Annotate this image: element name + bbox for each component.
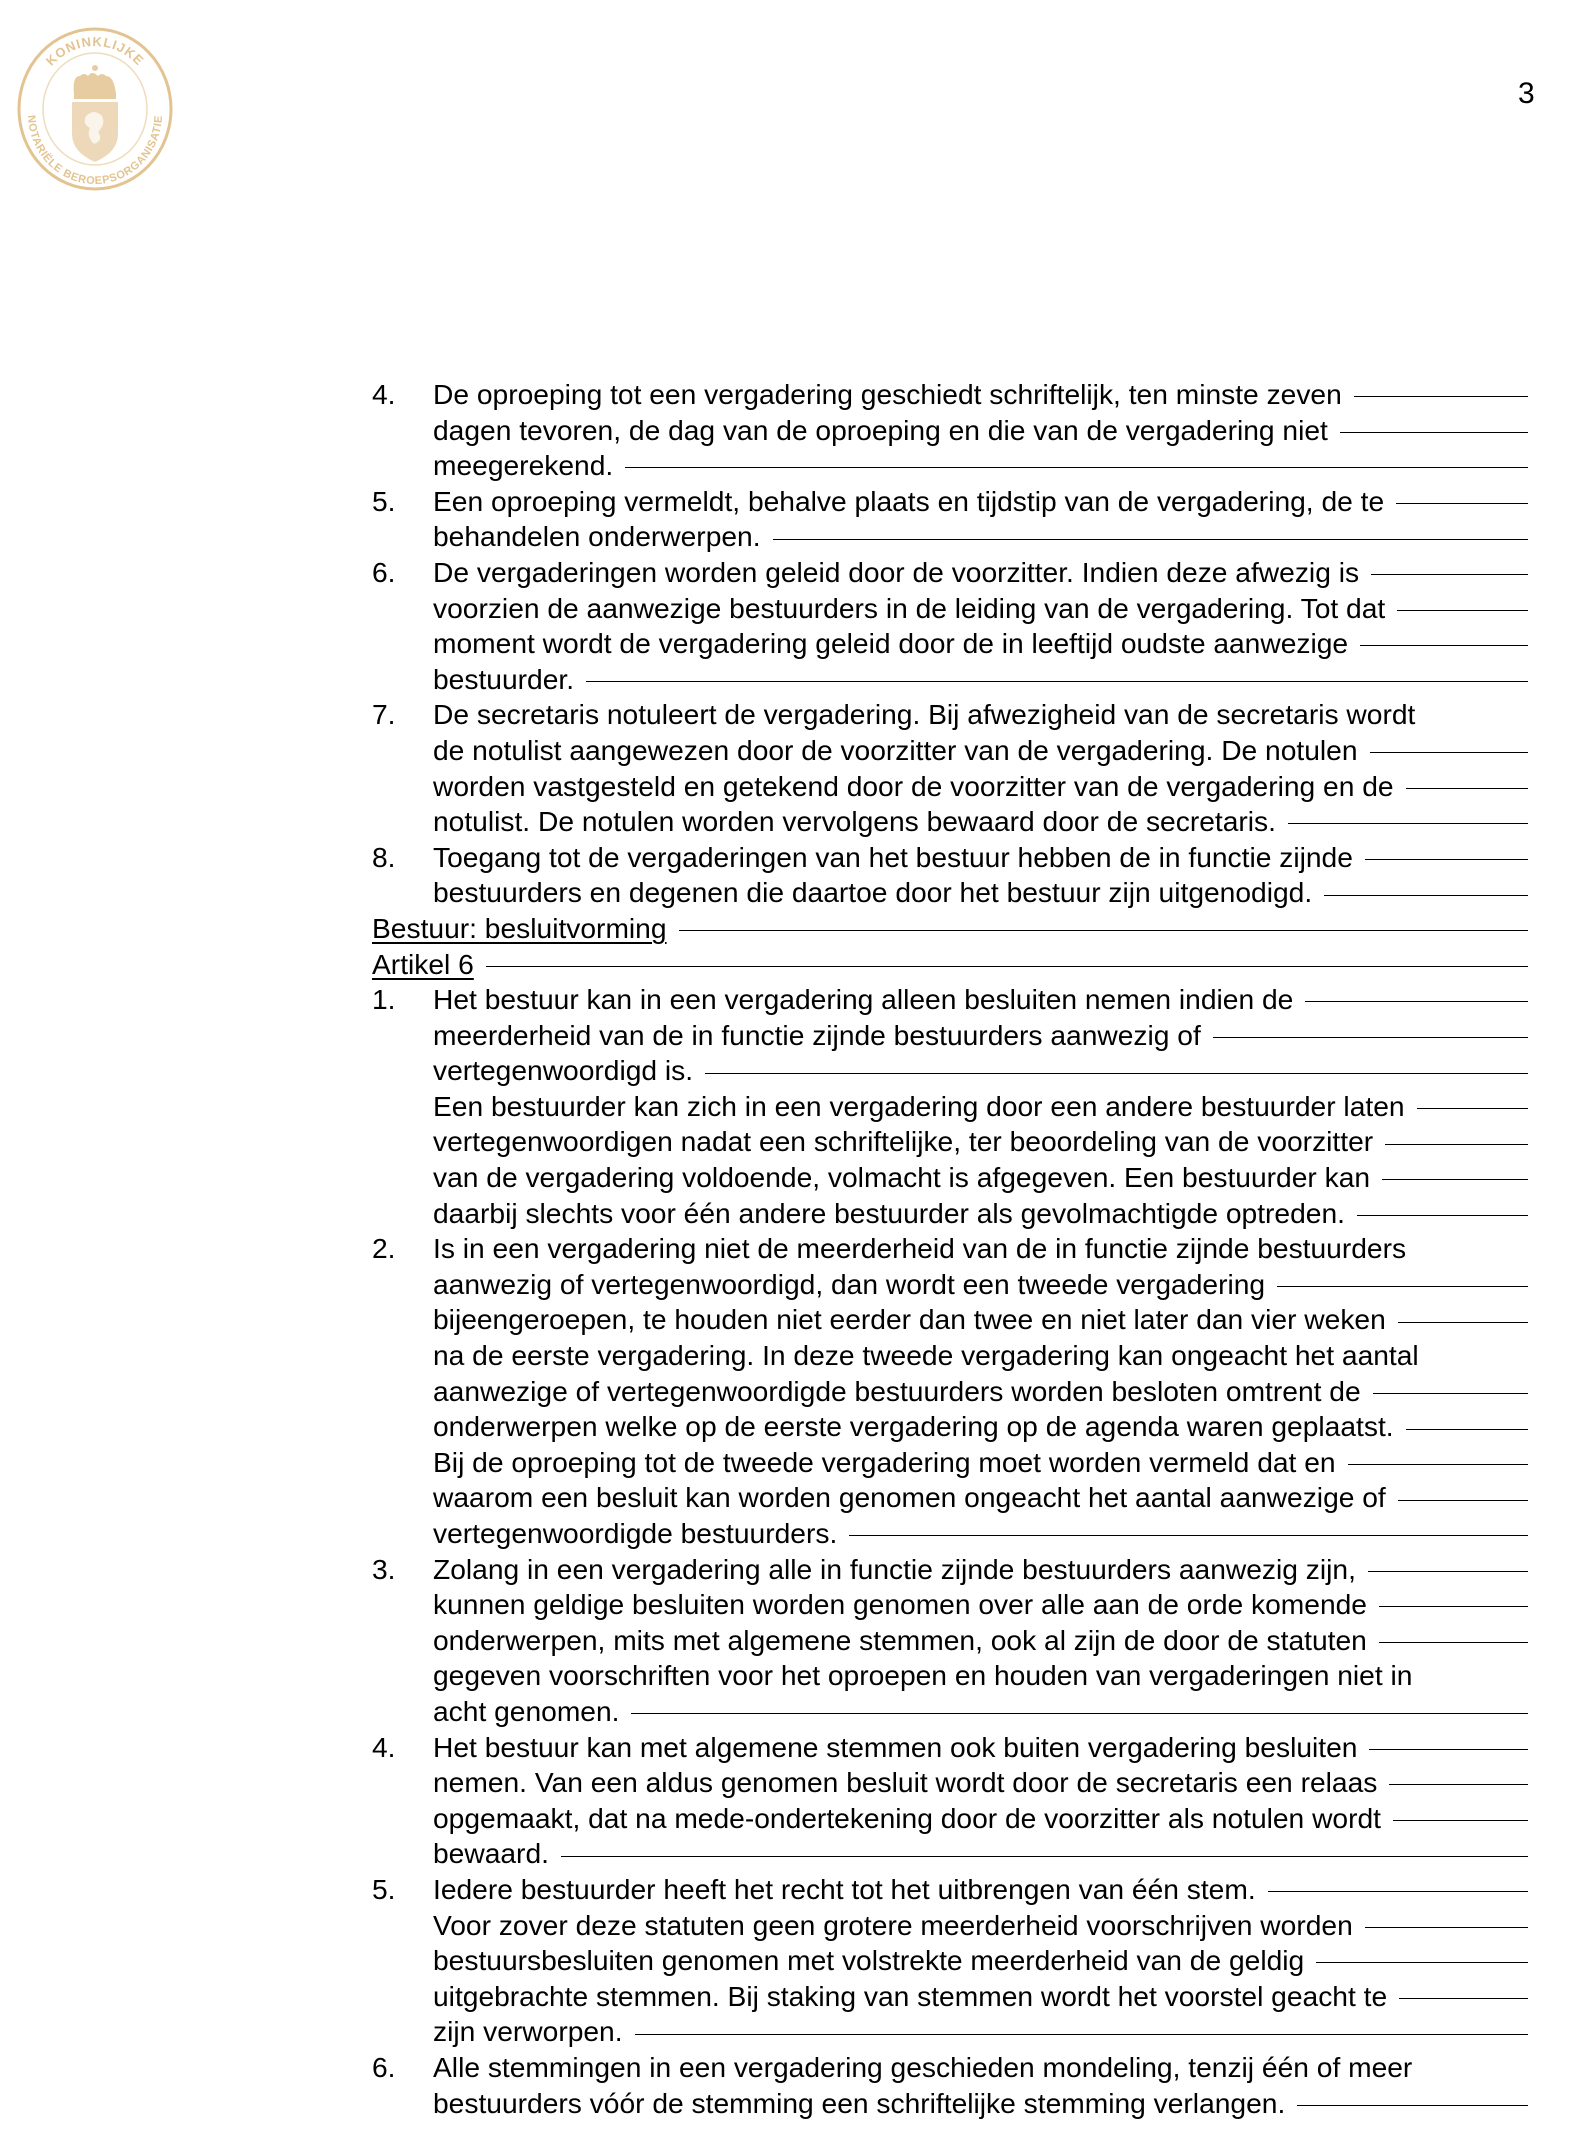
- line-filler-dash: [1373, 1393, 1528, 1394]
- list-item-start: [372, 484, 1528, 520]
- list-item-line: [372, 1587, 1528, 1623]
- notary-seal-icon: [14, 24, 176, 194]
- paragraph-text: moment wordt de vergadering geleid door de in leeftijd oudste aanwezige: [433, 627, 1349, 660]
- list-item-start: [372, 1730, 1528, 1766]
- list-item-line: [372, 1089, 1528, 1125]
- line-filler-dash: [1354, 396, 1528, 397]
- list-item-start: [372, 2050, 1528, 2086]
- list-item-start: [372, 555, 1528, 591]
- line-filler-dash: [1406, 1429, 1528, 1430]
- list-item-line: [372, 1053, 1528, 1089]
- paragraph-text: Toegang tot de vergaderingen van het bestuur hebben de in functie zijnde: [433, 840, 1353, 873]
- list-item-line: [372, 1409, 1528, 1445]
- list-item-start: [372, 1872, 1528, 1908]
- page-number: 3: [1518, 77, 1535, 110]
- list-number: 4.: [372, 378, 396, 410]
- paragraph-text: bestuurder.: [433, 662, 575, 695]
- list-item-line: [372, 1338, 1528, 1374]
- list-item-start: [372, 1231, 1528, 1267]
- svg-text:NOTARIËLE BEROEPSORGANISATIE: NOTARIËLE BEROEPSORGANISATIE: [24, 114, 166, 188]
- paragraph-text: Alle stemmingen in een vergadering geschieden mondeling, tenzij één of meer: [433, 2050, 1413, 2083]
- list-number: 4.: [372, 1730, 396, 1763]
- paragraph-text: kunnen geldige besluiten worden genomen over alle aan de orde komende: [433, 1588, 1367, 1621]
- line-filler-dash: [1365, 1927, 1528, 1928]
- paragraph-text: nemen. Van een aldus genomen besluit wordt door de secretaris een relaas: [433, 1766, 1378, 1799]
- line-filler-dash: [1379, 1642, 1528, 1643]
- list-number: 5.: [372, 484, 396, 517]
- paragraph-text: de notulist aangewezen door de voorzitter van de vergadering. De notulen: [433, 733, 1358, 766]
- paragraph-text: bijeengeroepen, te houden niet eerder dan twee en niet later dan vier weken: [433, 1303, 1386, 1336]
- paragraph-text: bestuursbesluiten genomen met volstrekte meerderheid van de geldig: [433, 1944, 1305, 1977]
- list-item-line: [372, 1623, 1528, 1659]
- paragraph-text: Het bestuur kan in een vergadering alleen besluiten nemen indien de: [433, 983, 1294, 1016]
- list-item-line: [372, 2086, 1528, 2122]
- list-number: 3.: [372, 1552, 396, 1585]
- heading-text: Bestuur: besluitvorming: [372, 911, 667, 944]
- line-filler-dash: [1297, 2105, 1528, 2106]
- line-filler-dash: [1389, 1784, 1528, 1785]
- document-body: [372, 377, 1528, 2121]
- list-item-line: [372, 519, 1528, 555]
- paragraph-text: gegeven voorschriften voor het oproepen en houden van vergaderingen niet in: [433, 1659, 1413, 1692]
- list-number: 7.: [372, 698, 396, 731]
- line-filler-dash: [1305, 1001, 1528, 1002]
- list-item-line: [372, 1979, 1528, 2015]
- line-filler-dash: [631, 1713, 1528, 1714]
- line-filler-dash: [1399, 1998, 1528, 1999]
- paragraph-text: behandelen onderwerpen.: [433, 520, 761, 553]
- list-item-line: [372, 1765, 1528, 1801]
- list-item-line: [372, 1658, 1528, 1694]
- paragraph-text: aanwezig of vertegenwoordigd, dan wordt een tweede vergadering: [433, 1267, 1266, 1300]
- line-filler-dash: [1393, 1820, 1528, 1821]
- paragraph-text: Bij de oproeping tot de tweede vergadering moet worden vermeld dat en: [433, 1445, 1336, 1478]
- line-filler-dash: [1340, 432, 1528, 433]
- list-item-line: [372, 1018, 1528, 1054]
- paragraph-text: De vergaderingen worden geleid door de voorzitter. Indien deze afwezig is: [433, 555, 1360, 588]
- line-filler-dash: [561, 1856, 1528, 1857]
- list-item-line: [372, 591, 1528, 627]
- list-number: 6.: [372, 2050, 396, 2083]
- paragraph-text: Is in een vergadering niet de meerderheid van de in functie zijnde bestuurders: [433, 1232, 1407, 1265]
- line-filler-dash: [1369, 1749, 1528, 1750]
- paragraph-text: bewaard.: [433, 1837, 549, 1870]
- paragraph-text: bestuurders en degenen die daartoe door het bestuur zijn uitgenodigd.: [433, 876, 1313, 909]
- line-filler-dash: [635, 2034, 1528, 2035]
- line-filler-dash: [1213, 1037, 1528, 1038]
- paragraph-text: zijn verworpen.: [433, 2015, 623, 2048]
- line-filler-dash: [486, 966, 1528, 967]
- paragraph-text: vertegenwoordigd is.: [433, 1054, 694, 1087]
- paragraph-text: notulist. De notulen worden vervolgens bewaard door de secretaris.: [433, 805, 1276, 838]
- svg-text:KONINKLIJKE: KONINKLIJKE: [42, 33, 148, 69]
- paragraph-text: voorzien de aanwezige bestuurders in de leiding van de vergadering. Tot dat: [433, 591, 1386, 624]
- list-item-line: [372, 1196, 1528, 1232]
- paragraph-text: meegerekend.: [433, 449, 614, 482]
- line-filler-dash: [773, 539, 1528, 540]
- line-filler-dash: [1382, 1179, 1528, 1180]
- line-filler-dash: [1396, 503, 1528, 504]
- paragraph-text: Iedere bestuurder heeft het recht tot het uitbrengen van één stem.: [433, 1872, 1256, 1905]
- paragraph-text: worden vastgesteld en getekend door de voorzitter van de vergadering en de: [433, 769, 1394, 802]
- paragraph-text: bestuurders vóór de stemming een schriftelijke stemming verlangen.: [433, 2086, 1286, 2119]
- paragraph-text: Het bestuur kan met algemene stemmen ook buiten vergadering besluiten: [433, 1730, 1358, 1763]
- paragraph-text: opgemaakt, dat na mede-ondertekening door de voorzitter als notulen wordt: [433, 1801, 1381, 1834]
- paragraph-text: dagen tevoren, de dag van de oproeping en die van de vergadering niet: [433, 413, 1328, 446]
- list-number: 6.: [372, 555, 396, 588]
- paragraph-text: daarbij slechts voor één andere bestuurder als gevolmachtigde optreden.: [433, 1196, 1345, 1229]
- list-number: 8.: [372, 840, 396, 873]
- list-item-line: [372, 1516, 1528, 1552]
- paragraph-text: van de vergadering voldoende, volmacht is afgegeven. Een bestuurder kan: [433, 1161, 1371, 1194]
- list-item-line: [372, 662, 1528, 698]
- paragraph-text: na de eerste vergadering. In deze tweede vergadering kan ongeacht het aantal: [433, 1339, 1419, 1372]
- paragraph-text: onderwerpen welke op de eerste vergadering op de agenda waren geplaatst.: [433, 1410, 1394, 1443]
- line-filler-dash: [1365, 859, 1528, 860]
- paragraph-text: waarom een besluit kan worden genomen ongeacht het aantal aanwezige of: [433, 1481, 1386, 1514]
- list-item-start: [372, 982, 1528, 1018]
- list-item-line: [372, 413, 1528, 449]
- paragraph-text: De oproeping tot een vergadering geschiedt schriftelijk, ten minste zeven: [433, 378, 1342, 410]
- list-item-line: [372, 2014, 1528, 2050]
- line-filler-dash: [1398, 1322, 1528, 1323]
- list-item-line: [372, 1445, 1528, 1481]
- paragraph-text: vertegenwoordigde bestuurders.: [433, 1517, 838, 1549]
- line-filler-dash: [1368, 1571, 1528, 1572]
- line-filler-dash: [1398, 1500, 1528, 1501]
- line-filler-dash: [1397, 610, 1528, 611]
- paragraph-text: acht genomen.: [433, 1694, 620, 1727]
- list-number: 5.: [372, 1872, 396, 1905]
- list-item-line: [372, 1374, 1528, 1410]
- line-filler-dash: [586, 681, 1528, 682]
- line-filler-dash: [849, 1535, 1528, 1536]
- line-filler-dash: [1348, 1464, 1528, 1465]
- list-item-start: [372, 1552, 1528, 1588]
- paragraph-text: Een bestuurder kan zich in een vergadering door een andere bestuurder laten: [433, 1089, 1405, 1122]
- list-item-line: [372, 804, 1528, 840]
- line-filler-dash: [1360, 645, 1528, 646]
- line-filler-dash: [1277, 1286, 1528, 1287]
- list-item-start: [372, 697, 1528, 733]
- list-item-line: [372, 1480, 1528, 1516]
- paragraph-text: onderwerpen, mits met algemene stemmen, ook al zijn de door de statuten: [433, 1623, 1367, 1656]
- line-filler-dash: [1370, 752, 1528, 753]
- list-item-line: [372, 1908, 1528, 1944]
- list-item-line: [372, 733, 1528, 769]
- paragraph-text: Voor zover deze statuten geen grotere meerderheid voorschrijven worden: [433, 1908, 1353, 1941]
- list-item-line: [372, 1694, 1528, 1730]
- line-filler-dash: [679, 930, 1528, 931]
- list-number: 2.: [372, 1232, 396, 1265]
- heading-text: Artikel 6: [372, 947, 474, 980]
- line-filler-dash: [1385, 1144, 1528, 1145]
- line-filler-dash: [1371, 574, 1528, 575]
- list-item-line: [372, 1302, 1528, 1338]
- paragraph-text: aanwezige of vertegenwoordigde bestuurders worden besloten omtrent de: [433, 1374, 1361, 1407]
- list-item-line: [372, 1124, 1528, 1160]
- list-item-line: [372, 1160, 1528, 1196]
- paragraph-text: Een oproeping vermeldt, behalve plaats en tijdstip van de vergadering, de te: [433, 484, 1385, 517]
- list-number: 1.: [372, 983, 396, 1016]
- list-item-line: [372, 626, 1528, 662]
- line-filler-dash: [625, 467, 1528, 468]
- paragraph-text: meerderheid van de in functie zijnde bestuurders aanwezig of: [433, 1018, 1201, 1051]
- list-item-line: [372, 1801, 1528, 1837]
- list-item-start: [372, 377, 1528, 413]
- paragraph-text: Zolang in een vergadering alle in functie zijnde bestuurders aanwezig zijn,: [433, 1552, 1356, 1585]
- list-item-line: [372, 1943, 1528, 1979]
- paragraph-text: De secretaris notuleert de vergadering. Bij afwezigheid van de secretaris wordt: [433, 698, 1416, 731]
- line-filler-dash: [1316, 1962, 1528, 1963]
- line-filler-dash: [705, 1073, 1528, 1074]
- line-filler-dash: [1406, 788, 1528, 789]
- line-filler-dash: [1357, 1215, 1528, 1216]
- line-filler-dash: [1417, 1108, 1528, 1109]
- line-filler-dash: [1268, 1891, 1528, 1892]
- paragraph-text: uitgebrachte stemmen. Bij staking van stemmen wordt het voorstel geacht te: [433, 1979, 1388, 2012]
- paragraph-text: vertegenwoordigen nadat een schriftelijke, ter beoordeling van de voorzitter: [433, 1125, 1374, 1158]
- section-heading: [372, 947, 1528, 983]
- line-filler-dash: [1324, 895, 1528, 896]
- section-heading: [372, 911, 1528, 947]
- list-item-line: [372, 875, 1528, 911]
- line-filler-dash: [1379, 1606, 1528, 1607]
- list-item-line: [372, 1836, 1528, 1872]
- list-item-line: [372, 448, 1528, 484]
- list-item-start: [372, 840, 1528, 876]
- line-filler-dash: [1288, 823, 1528, 824]
- list-item-line: [372, 769, 1528, 805]
- list-item-line: [372, 1267, 1528, 1303]
